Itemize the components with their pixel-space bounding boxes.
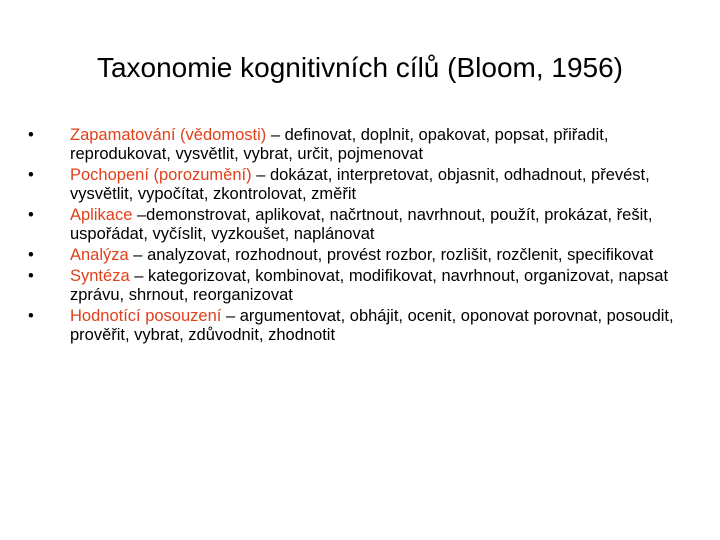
item-verbs: demonstrovat, aplikovat, načrtnout, navrhnout, použít, prokázat, řešit, uspořádat, vyčíslit, vyzkoušet, naplánovat (70, 206, 653, 243)
bullet-icon: • (28, 166, 34, 184)
bullet-icon: • (28, 206, 34, 224)
item-term: Zapamatování (vědomosti) (70, 126, 267, 144)
list-item-pochopeni (28, 166, 688, 204)
item-separator: – (129, 267, 148, 285)
item-term: Aplikace (70, 206, 133, 224)
item-verbs: argumentovat, obhájit, ocenit, oponovat porovnat, posoudit, prověřit, vybrat, zdůvodnit, zhodnotit (70, 307, 674, 344)
list-item-synteza (28, 267, 688, 305)
bullet-icon: • (28, 246, 34, 264)
bullet-icon: • (28, 267, 34, 285)
item-separator: – (132, 206, 147, 224)
item-term: Analýza (70, 246, 129, 264)
item-separator: – (221, 307, 240, 325)
list-item-hodnotici-posouzeni (28, 307, 688, 345)
item-separator: – (128, 246, 148, 264)
item-verbs: definovat, doplnit, opakovat, popsat, přiřadit, reprodukovat, vysvětlit, vybrat, určit, pojmenovat (70, 126, 609, 163)
list-item-analyza (28, 246, 688, 265)
item-term: Hodnotící posouzení (70, 307, 222, 325)
item-separator: – (251, 166, 270, 184)
item-verbs: dokázat, interpretovat, objasnit, odhadnout, převést, vysvětlit, vypočítat, zkontrolovat, změřit (70, 166, 650, 203)
item-verbs: analyzovat, rozhodnout, provést rozbor, rozlišit, rozčlenit, specifikovat (147, 246, 654, 264)
item-term: Pochopení (porozumění) (70, 166, 252, 184)
item-separator: – (266, 126, 285, 144)
list-item-aplikace (28, 206, 688, 244)
bullet-icon: • (28, 307, 34, 325)
item-verbs: kategorizovat, kombinovat, modifikovat, navrhnout, organizovat, napsat zprávu, shrnout, reorganizovat (70, 267, 669, 304)
item-term: Syntéza (70, 267, 130, 285)
bullet-list (28, 126, 688, 347)
bullet-icon: • (28, 126, 34, 144)
slide-title: Taxonomie kognitivních cílů (Bloom, 1956) (96, 52, 624, 83)
list-item-zapamatovani (28, 126, 688, 164)
